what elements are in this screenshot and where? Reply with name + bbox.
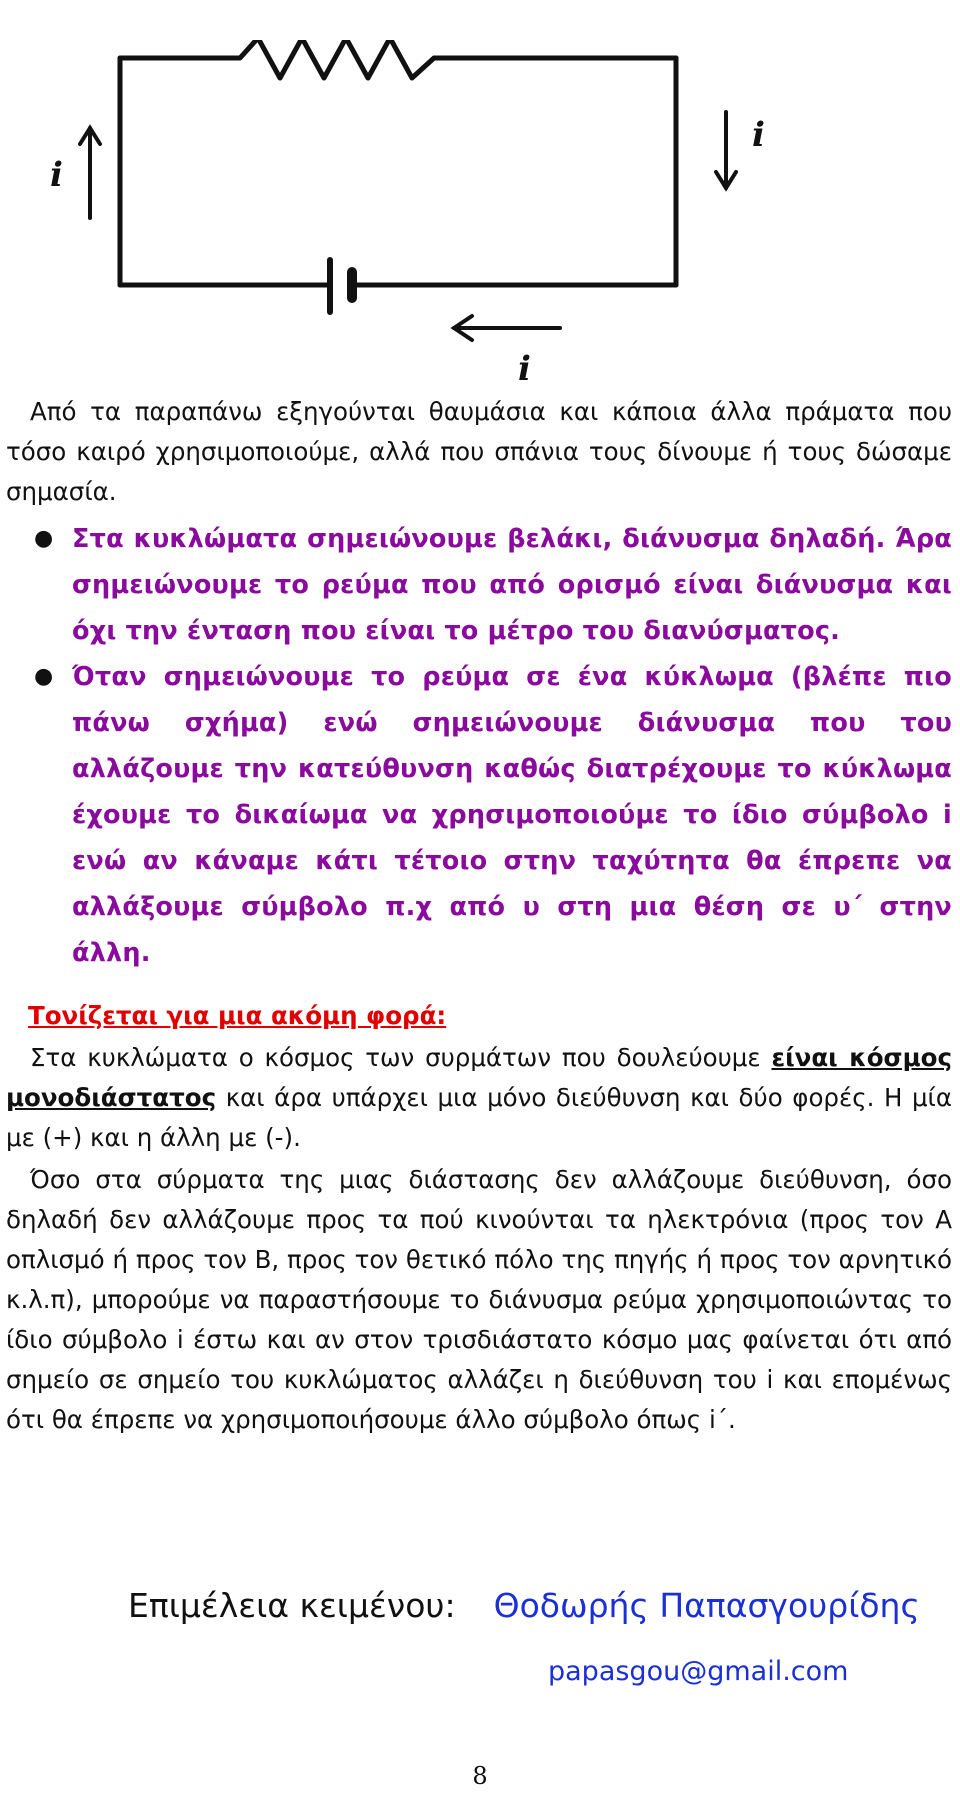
page-number: 8 [472,1762,488,1790]
current-arrow-right [716,112,736,188]
current-label-left: i [50,155,63,195]
battery-symbol [330,260,352,312]
page-content [6,392,952,1440]
resistor [120,40,676,78]
bullet-item: ● Όταν σημειώνουμε το ρεύμα σε ένα κύκλωμα (βλέπε πιο πάνω σχήμα) ενώ σημειώνουμε διάνυσμα που του αλλάζουμε την κατεύθυνση καθώς διατρέχουμε το κύκλωμα έχουμε το δικαίωμα να χρησιμοποιούμε το ίδιο σύμβολο i ενώ αν κάναμε κάτι τέτοιο στην ταχύτητα θα έπρεπε να αλλάξουμε σύμβολο π.χ από υ στη μια θέση σε υ΄ στην άλλη. [72,654,952,976]
intro-paragraph: Από τα παραπάνω εξηγούνται θαυμάσια και κάποια άλλα πράματα που τόσο καιρό χρησιμοποιούμε, αλλά που σπάνια τους δίνουμε ή τους δώσαμε σημασία. [6,397,952,506]
author-email: papasgou@gmail.com [548,1656,849,1687]
current-label-right: i [752,115,765,155]
paragraph-one-dimensional: Στα κυκλώματα ο κόσμος των συρμάτων που δουλεύουμε είναι κόσμος μονοδιάστατος και άρα υπάρχει μια μόνο διεύθυνση και δύο φορές. Η μία με (+) και η άλλη με (-). [6,1043,952,1152]
bullet-item: ● Στα κυκλώματα σημειώνουμε βελάκι, διάνυσμα δηλαδή. Άρα σημειώνουμε το ρεύμα που από ορισμό είναι διάνυσμα και όχι την ένταση που είναι το μέτρο του διανύσματος. [72,516,952,654]
paragraph-direction: Όσο στα σύρματα της μιας διάστασης δεν αλλάζουμε διεύθυνση, όσο δηλαδή δεν αλλάζουμε προς τα πού κινούνται τα ηλεκτρόνια (προς τον Α οπλισμό ή προς τον Β, προς τον θετικό πόλο της πηγής ή προς τον αρνητικό κ.λ.π), μπορούμε να παραστήσουμε το διάνυσμα ρεύμα χρησιμοποιώντας το ίδιο σύμβολο i έστω και αν στον τρισδιάστατο κόσμο μας φαίνεται ότι από σημείο σε σημείο του κυκλώματος αλλάζει η διεύθυνση του i και επομένως ότι θα έπρεπε να χρησιμοποιήσουμε άλλο σύμβολο όπως i΄. [6,1165,952,1434]
current-arrow-left [80,128,100,218]
signature [128,1582,920,1630]
author-name: Θοδωρής Παπασγουρίδης [493,1586,920,1625]
current-label-bottom: i [518,349,531,389]
bullet-dot-icon: ● [34,664,54,689]
bullet-dot-icon: ● [34,526,54,551]
current-arrow-bottom [454,316,560,340]
signature-label: Επιμέλεια κειμένου: [128,1586,456,1625]
bullet-list [6,516,952,976]
circuit-diagram [40,40,800,390]
emphasis-heading: Τονίζεται για μια ακόμη φορά: [28,1001,447,1030]
emphasized-phrase: είναι κόσμος μονοδιάστατος [6,1043,952,1112]
